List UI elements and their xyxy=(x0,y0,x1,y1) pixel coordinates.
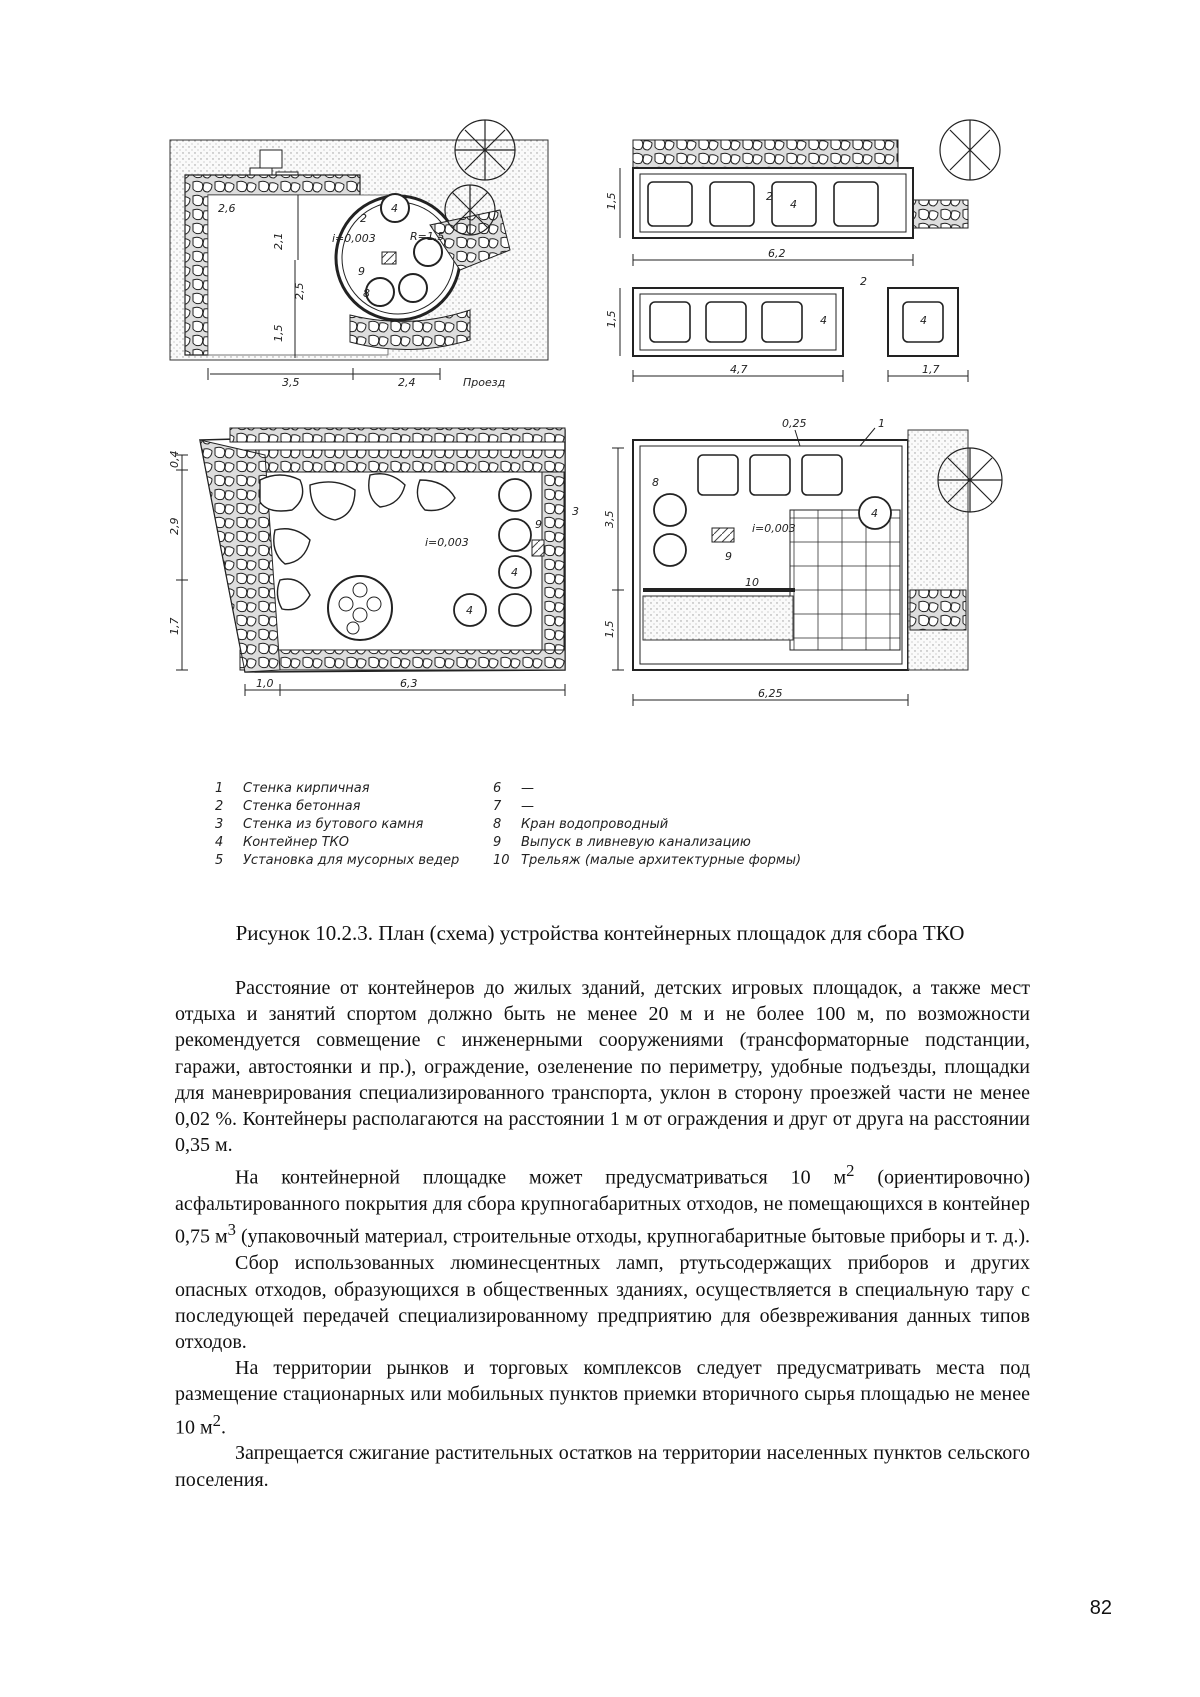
callout: 4 xyxy=(511,566,518,579)
legend-item: 5 Установка для мусорных ведер xyxy=(215,853,460,868)
callout: 2 xyxy=(860,275,867,288)
dim-label: 2,6 xyxy=(218,202,236,215)
callout: 9 xyxy=(535,518,542,531)
plan-panel-1 xyxy=(170,120,548,389)
dim-label: 1,7 xyxy=(922,363,940,376)
dim-label: R=1,5 xyxy=(410,230,445,243)
dim-label: i=0,003 xyxy=(332,232,376,245)
callout: 9 xyxy=(725,550,732,563)
dim-label: 0,25 xyxy=(782,417,807,430)
callout: 8 xyxy=(363,287,370,300)
legend-item: 1 Стенка кирпичная xyxy=(215,781,370,796)
dim-label: 2,4 xyxy=(398,376,416,389)
callout: 2 xyxy=(360,212,367,225)
dim-label: 4,7 xyxy=(730,363,748,376)
callout: 10 xyxy=(745,576,759,589)
paragraph: Запрещается сжигание растительных остатков на территории населенных пунктов сельского поселения. xyxy=(175,1442,1030,1491)
body-text xyxy=(175,975,1030,1493)
legend-item: 7 — xyxy=(493,799,534,814)
legend-left-column xyxy=(215,780,459,870)
callout: 2 xyxy=(766,190,773,203)
road-label: Проезд xyxy=(463,376,506,389)
plan-panel-4 xyxy=(603,417,1002,706)
callout: 9 xyxy=(358,265,365,278)
dim-label: i=0,003 xyxy=(752,522,796,535)
dim-label: 3,5 xyxy=(603,510,616,528)
paragraph: На территории рынков и торговых комплексов следует предусматривать места под размещение стационарных или мобильных пунктов приемки вторичного сырья площадью не менее 10 $м^2$. xyxy=(175,1357,1030,1439)
callout: 4 xyxy=(391,202,398,215)
dim-label: 1,5 xyxy=(272,324,285,342)
paragraph: Расстояние от контейнеров до жилых зданий, детских игровых площадок, а также мест отдыха и занятий спортом должно быть не менее 20 м и не более 100 м, по возможности рекомендуется совмещение с инженерными сооружениями (трансформаторные подстанции, гаражи, автостоянки и пр.), ограждение, озеленение по периметру, удобные подъезды, площадки для маневрирования специализированного транспорта, уклон в сторону проезжей части не менее 0,02 %. Контейнеры располагаются на расстоянии 1 м от ограждения и друг от друга на расстоянии 0,35 м. xyxy=(175,977,1030,1157)
dim-label: 6,2 xyxy=(768,247,786,260)
paragraph: На контейнерной площадке может предусматриваться 10 $м^2$ (ориентировочно) асфальтированного покрытия для сбора крупногабаритных отходов, не помещающихся в контейнер 0,75 $м^3$ (упаковочный материал, строительные отходы, крупногабаритные бытовые приборы и т. д.). xyxy=(175,1161,1030,1249)
dim-label: 6,3 xyxy=(400,677,418,690)
legend-item: 10 Трельяж (малые архитектурные формы) xyxy=(493,853,802,868)
dim-label: 1,0 xyxy=(256,677,274,690)
dim-label: 1,5 xyxy=(605,192,618,210)
callout: 3 xyxy=(572,505,579,518)
dim-label: 2,9 xyxy=(168,517,181,535)
dim-label: i=0,003 xyxy=(425,536,469,549)
legend-item: 6 — xyxy=(493,781,534,796)
callout: 4 xyxy=(790,198,797,211)
callout: 4 xyxy=(920,314,927,327)
callout: 4 xyxy=(820,314,827,327)
callout: 1 xyxy=(878,417,885,430)
paragraph: Сбор использованных люминесцентных ламп, ртутьсодержащих приборов и других опасных отходов, образующихся в общественных зданиях, осуществляется в специальную тару с последующей передачей специализированному предприятию для обезвреживания данных типов отходов. xyxy=(175,1252,1030,1353)
legend-item: 3 Стенка из бутового камня xyxy=(215,817,424,832)
callout: 8 xyxy=(652,476,659,489)
dim-label: 1,7 xyxy=(168,617,181,635)
dim-label: 3,5 xyxy=(282,376,300,389)
plan-panel-2 xyxy=(605,120,1000,382)
dim-label: 1,5 xyxy=(603,620,616,638)
dim-label: 2,1 xyxy=(272,232,285,250)
callout: 4 xyxy=(871,507,878,520)
dim-label: 6,25 xyxy=(758,687,783,700)
dim-label: 2,5 xyxy=(293,282,306,300)
legend-item: 9 Выпуск в ливневую канализацию xyxy=(493,835,751,850)
dim-label: 0,4 xyxy=(168,450,181,468)
legend-item: 2 Стенка бетонная xyxy=(215,799,361,814)
legend-item: 8 Кран водопроводный xyxy=(493,817,669,832)
plan-panel-3 xyxy=(168,428,579,696)
legend-right-column xyxy=(493,780,801,870)
figure-caption: Рисунок 10.2.3. План (схема) устройства контейнерных площадок для сбора ТКО xyxy=(235,921,965,945)
legend-item: 4 Контейнер ТКО xyxy=(215,835,349,850)
page-number: 82 xyxy=(1089,1597,1112,1619)
callout: 4 xyxy=(466,604,473,617)
dim-label: 1,5 xyxy=(605,310,618,328)
